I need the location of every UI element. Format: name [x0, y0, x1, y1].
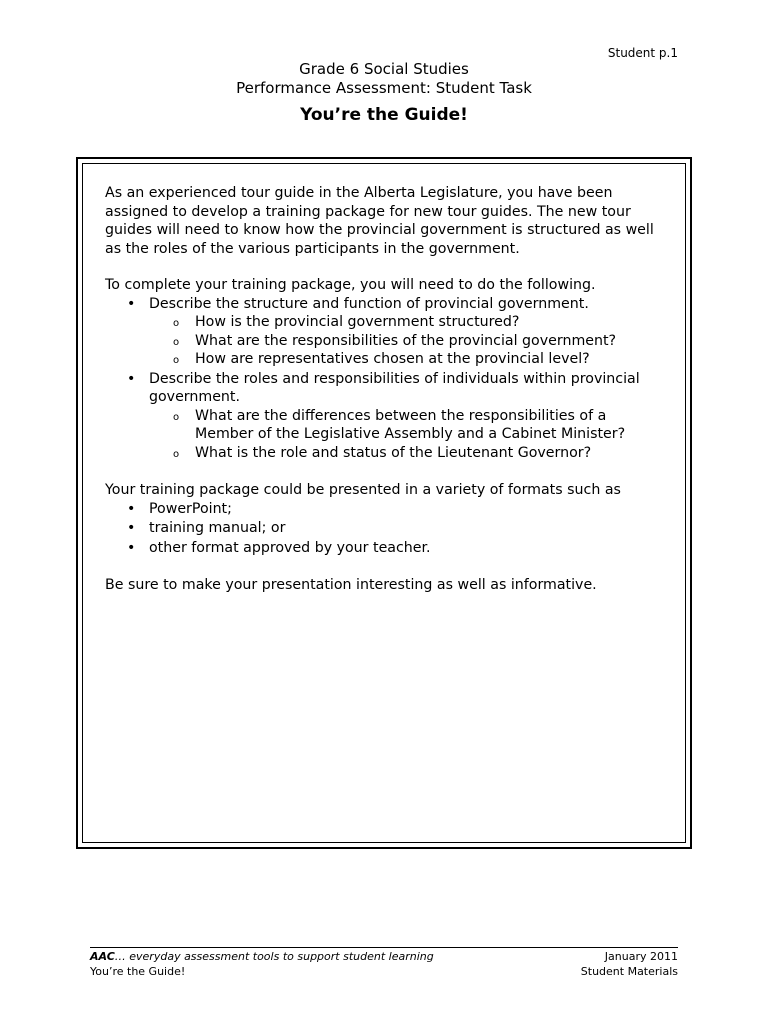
- bullet-icon: •: [127, 370, 136, 387]
- question-list: [149, 313, 665, 369]
- question-text: How is the provincial government structured?: [195, 314, 520, 330]
- format-text: training manual; or: [149, 520, 286, 536]
- closing-paragraph: Be sure to make your presentation interesting as well as informative.: [105, 577, 597, 593]
- question-text: What is the role and status of the Lieutenant Governor?: [195, 444, 592, 461]
- question-list: [149, 407, 665, 463]
- task-content: [105, 184, 665, 595]
- course-title: Grade 6 Social Studies: [299, 60, 469, 78]
- question-item: [149, 444, 665, 463]
- question-text: What are the differences between the responsibilities of a Member of the Legislative Assembly and a Cabinet Minister?: [195, 407, 626, 442]
- intro-paragraph: As an experienced tour guide in the Alberta Legislature, you have been assigned to develop a training package for new tour guides. The new tour guides will need to know how the provincial government is structured as well as the roles of the various participants in the government.: [105, 185, 654, 257]
- circle-bullet-icon: o: [173, 318, 180, 329]
- task-item-text: Describe the structure and function of provincial government.: [149, 295, 589, 312]
- format-list: [105, 500, 665, 558]
- circle-bullet-icon: o: [173, 336, 180, 348]
- task-item-text: Describe the roles and responsibilities of individuals within provincial government.: [149, 370, 640, 405]
- task-box: [76, 157, 692, 849]
- task-title: You’re the Guide!: [300, 105, 468, 125]
- footer-brand: AAC: [90, 950, 115, 963]
- footer-divider: [90, 947, 678, 948]
- footer-doc-title: You’re the Guide!: [90, 965, 186, 978]
- task-item: [105, 295, 665, 369]
- question-item: [149, 313, 665, 332]
- footer-section: Student Materials: [580, 965, 678, 978]
- formats-lead: Your training package could be presented in a variety of formats such as: [105, 482, 621, 498]
- bullet-icon: •: [127, 520, 136, 536]
- format-item: [105, 539, 665, 558]
- bullet-icon: •: [127, 500, 136, 517]
- format-text: other format approved by your teacher.: [149, 539, 431, 556]
- task-list: [105, 295, 665, 463]
- question-item: [149, 332, 665, 351]
- assessment-title: Performance Assessment: Student Task: [236, 79, 532, 97]
- circle-bullet-icon: o: [173, 448, 180, 460]
- format-item: [105, 519, 665, 538]
- question-text: How are representatives chosen at the provincial level?: [195, 351, 590, 367]
- circle-bullet-icon: o: [173, 411, 180, 423]
- footer-tagline-text: … everyday assessment tools to support student learning: [114, 950, 434, 963]
- task-item: [105, 370, 665, 463]
- bullet-icon: •: [127, 295, 136, 312]
- question-item: [149, 407, 665, 444]
- question-text: What are the responsibilities of the provincial government?: [195, 332, 617, 349]
- circle-bullet-icon: o: [173, 355, 180, 366]
- footer-tagline: [90, 950, 434, 963]
- page-number-label: Student p.1: [607, 46, 678, 60]
- question-item: [149, 350, 665, 369]
- instructions-lead: To complete your training package, you will need to do the following.: [105, 277, 596, 293]
- bullet-icon: •: [127, 539, 136, 556]
- format-item: [105, 500, 665, 519]
- format-text: PowerPoint;: [149, 500, 232, 517]
- footer-date: January 2011: [604, 950, 678, 963]
